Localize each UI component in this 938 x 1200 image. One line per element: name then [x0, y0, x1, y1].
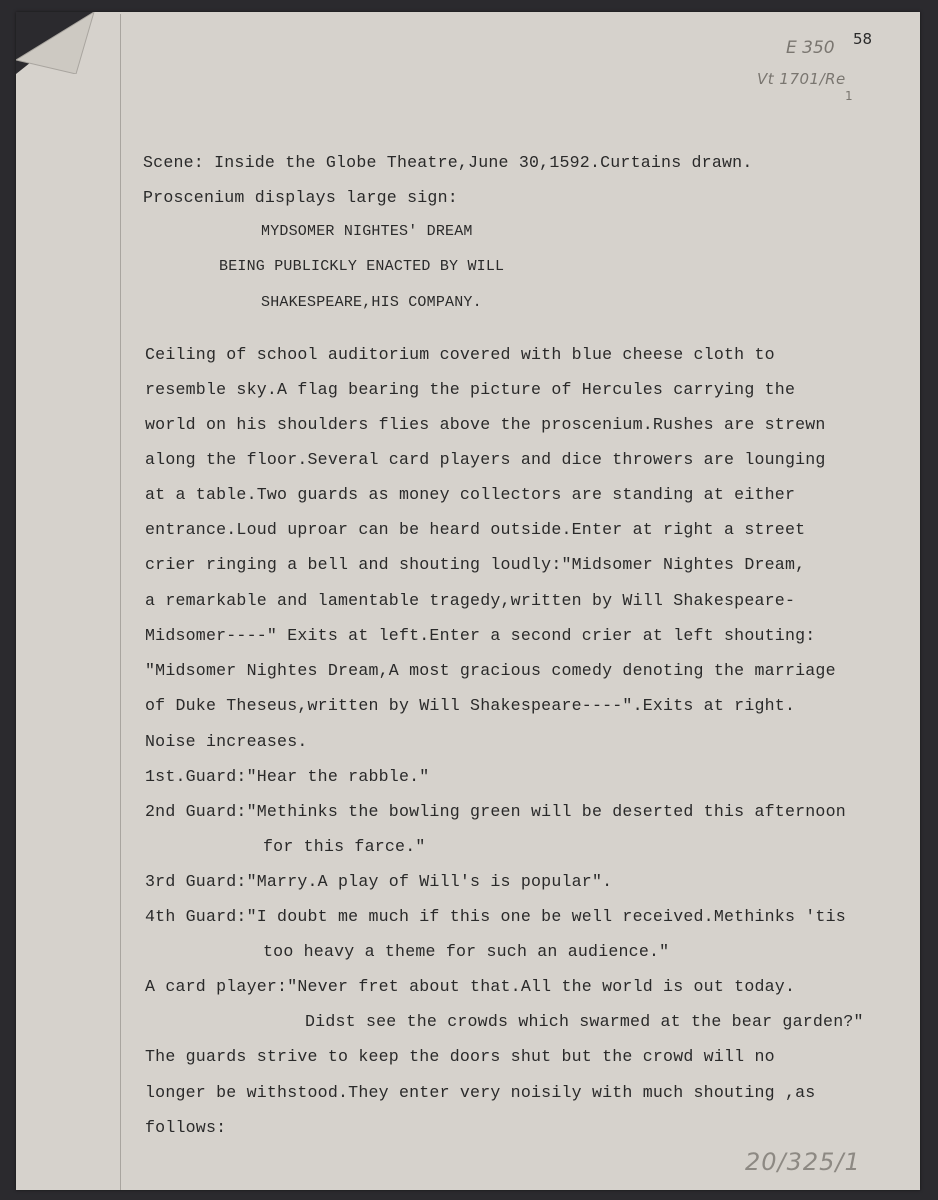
text-line: Noise increases.	[145, 732, 308, 751]
text-line: a remarkable and lamentable tragedy,written by Will Shakespeare-	[145, 591, 796, 610]
dialogue-line: 2nd Guard:"Methinks the bowling green will be deserted this afternoon	[145, 802, 846, 821]
text-line: Scene: Inside the Globe Theatre,June 30,1592.Curtains drawn.	[143, 153, 753, 172]
folded-corner-flap	[16, 12, 96, 74]
text-line: follows:	[145, 1118, 227, 1137]
text-line: resemble sky.A flag bearing the picture of Hercules carrying the	[145, 380, 796, 399]
text-line: The guards strive to keep the doors shut but the crowd will no	[145, 1047, 775, 1066]
shelfmark-annotation-2: Vt 1701/Re	[757, 70, 846, 88]
text-line: Proscenium displays large sign:	[143, 188, 458, 207]
text-line: crier ringing a bell and shouting loudly:"Midsomer Nightes Dream,	[145, 555, 806, 574]
dialogue-line: Didst see the crowds which swarmed at the bear garden?"	[305, 1012, 864, 1031]
text-line: world on his shoulders flies above the proscenium.Rushes are strewn	[145, 415, 826, 434]
text-line: longer be withstood.They enter very noisily with much shouting ,as	[145, 1083, 816, 1102]
text-line: of Duke Theseus,written by Will Shakespeare----".Exits at right.	[145, 696, 796, 715]
text-line: along the floor.Several card players and dice throwers are lounging	[145, 450, 826, 469]
text-line: "Midsomer Nightes Dream,A most gracious comedy denoting the marriage	[145, 661, 836, 680]
page-number: 58	[853, 30, 873, 48]
dialogue-line: 3rd Guard:"Marry.A play of Will's is popular".	[145, 872, 613, 891]
dialogue-line: 1st.Guard:"Hear the rabble."	[145, 767, 430, 786]
shelfmark-annotation-3: 1	[845, 89, 853, 103]
text-line: at a table.Two guards as money collectors are standing at either	[145, 485, 796, 504]
margin-line	[120, 14, 121, 1190]
text-line: entrance.Loud uproar can be heard outside.Enter at right a street	[145, 520, 806, 539]
text-line: Midsomer----" Exits at left.Enter a second crier at left shouting:	[145, 626, 816, 645]
dialogue-line: too heavy a theme for such an audience."	[263, 942, 670, 961]
shelfmark-annotation-1: E 350	[786, 38, 835, 58]
archive-number-annotation: 20/325/1	[745, 1148, 861, 1176]
sign-line: BEING PUBLICKLY ENACTED BY WILL	[219, 258, 505, 275]
sign-line: MYDSOMER NIGHTES' DREAM	[261, 223, 473, 240]
dialogue-line: for this farce."	[263, 837, 426, 856]
dialogue-line: 4th Guard:"I doubt me much if this one be well received.Methinks 'tis	[145, 907, 846, 926]
dialogue-line: A card player:"Never fret about that.All the world is out today.	[145, 977, 796, 996]
sign-line: SHAKESPEARE,HIS COMPANY.	[261, 294, 482, 311]
text-line: Ceiling of school auditorium covered with blue cheese cloth to	[145, 345, 775, 364]
